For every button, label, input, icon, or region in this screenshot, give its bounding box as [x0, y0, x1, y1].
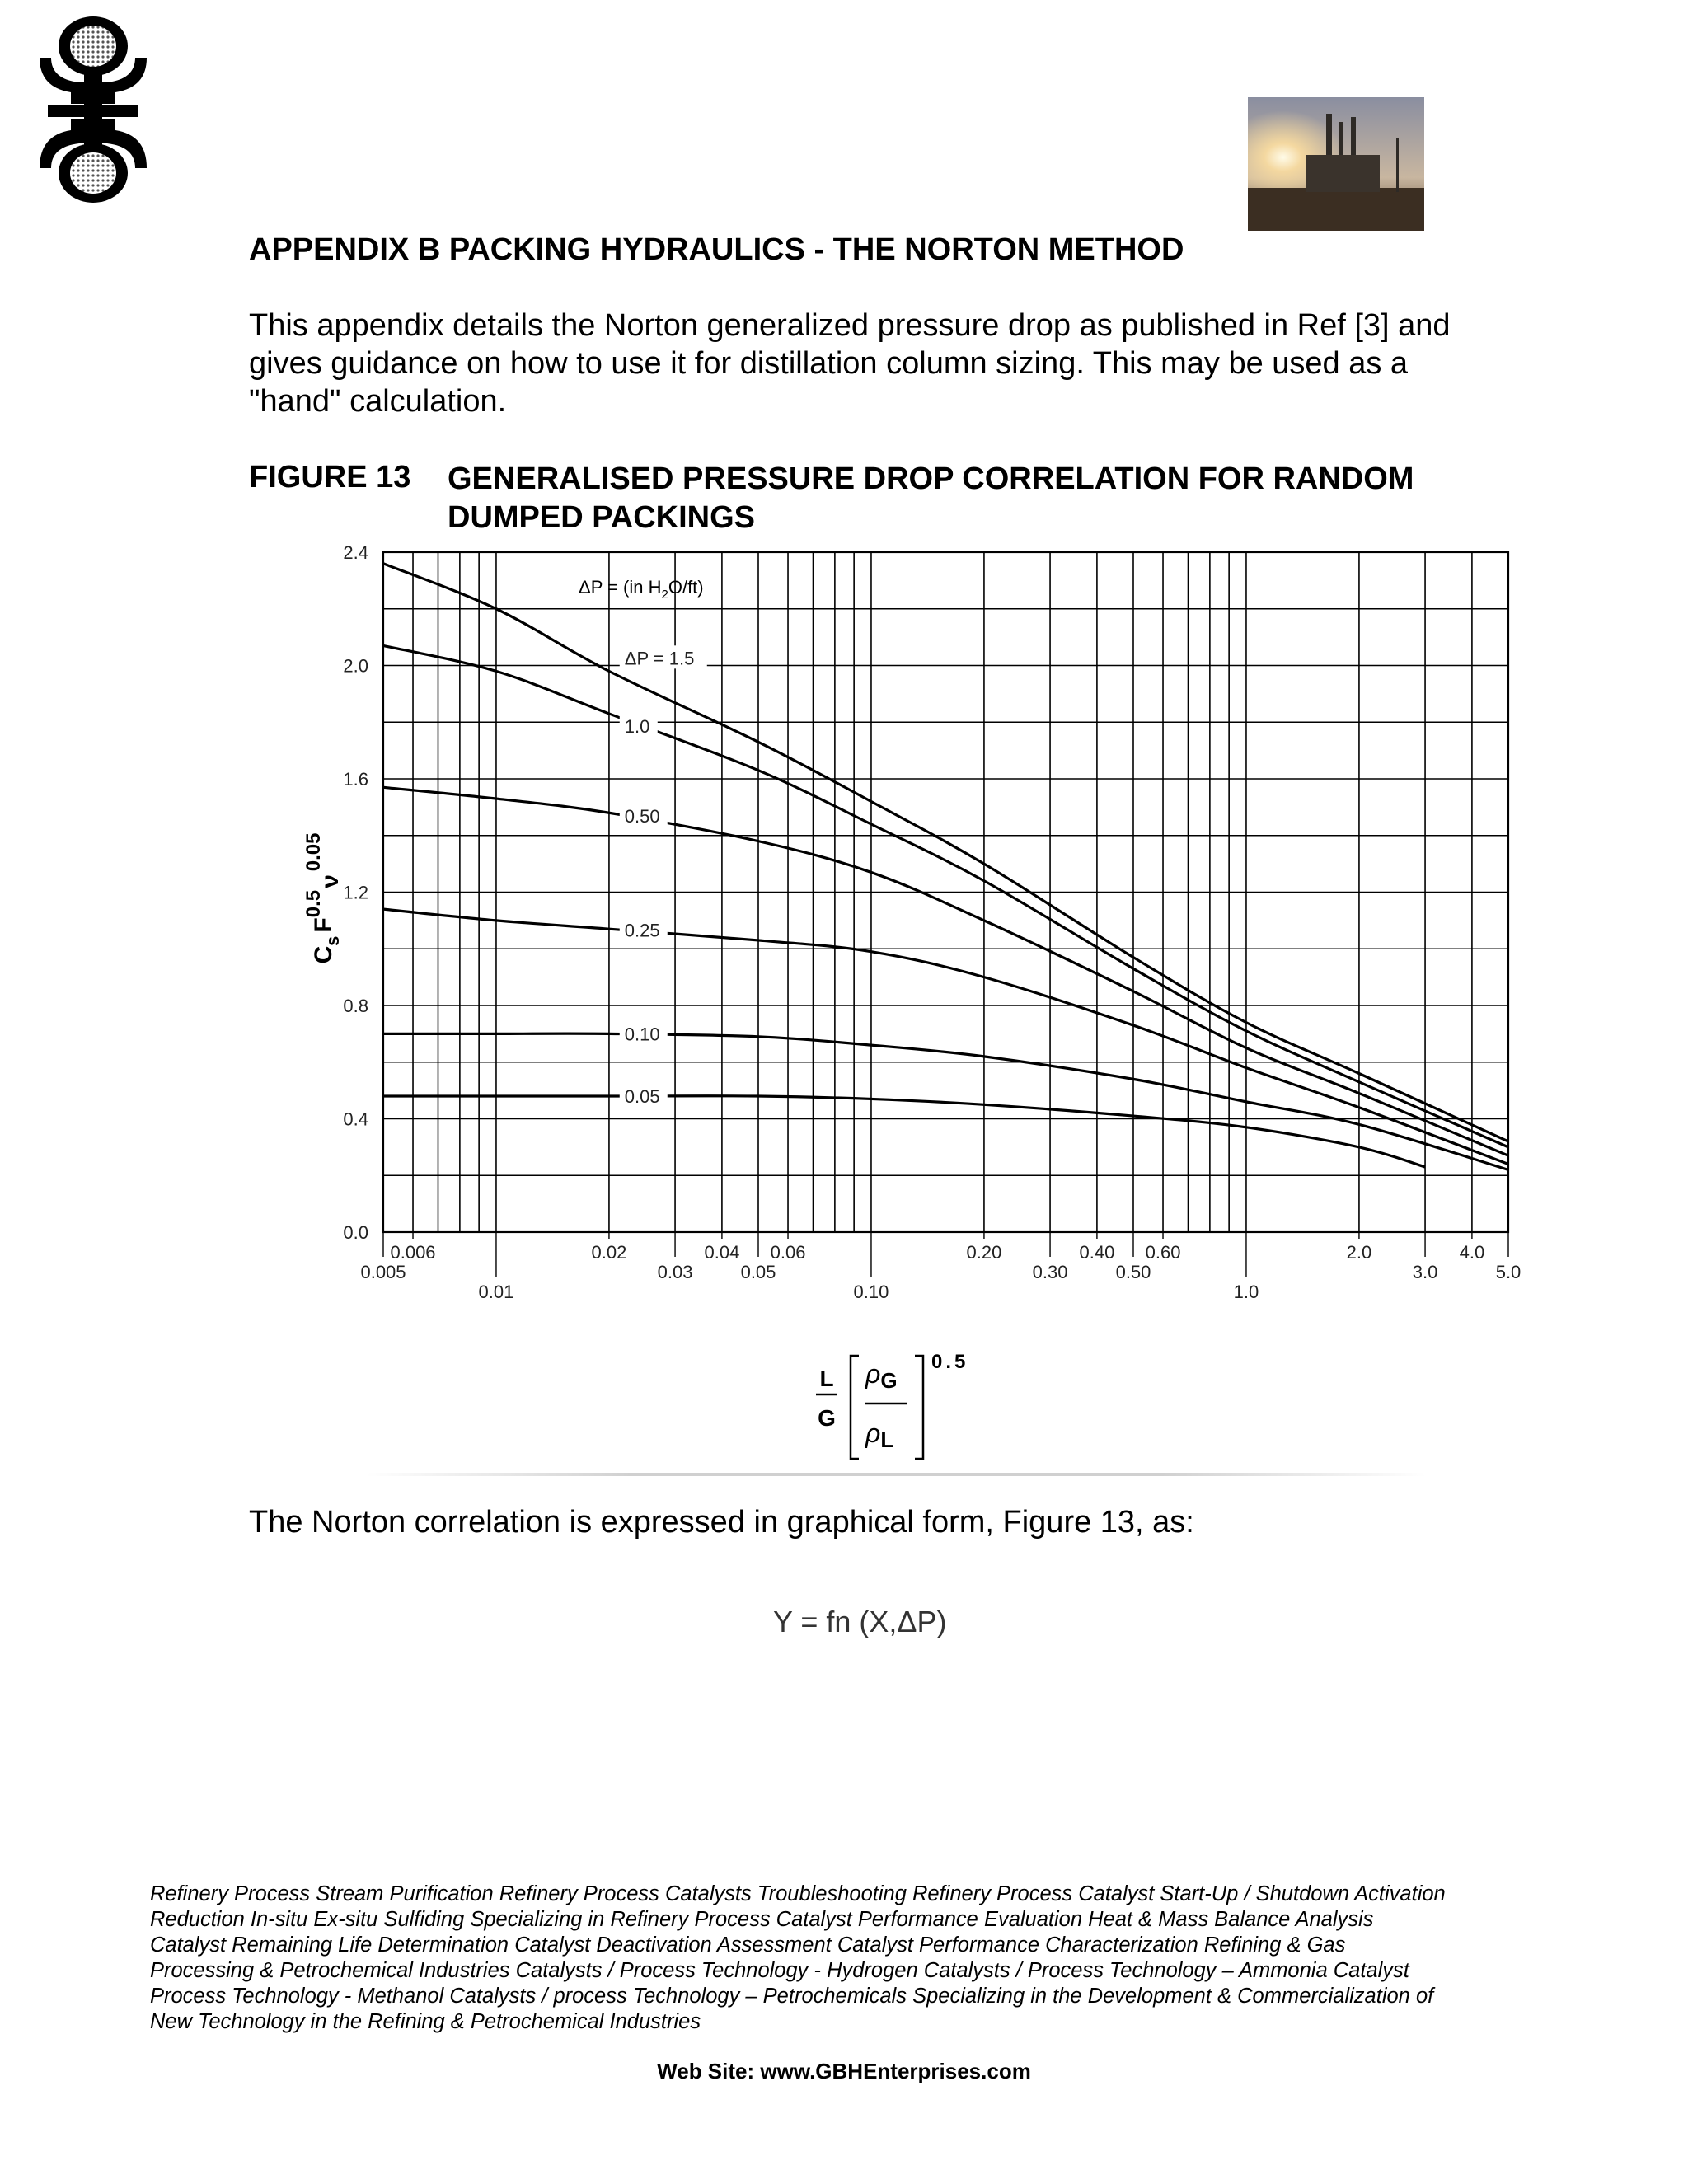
x-tick-label: 0.06	[770, 1242, 806, 1263]
series-label: 0.10	[624, 1024, 660, 1045]
x-tick-label: 0.50	[1115, 1262, 1151, 1282]
x-tick-label: 0.30	[1032, 1262, 1068, 1282]
svg-text:G: G	[818, 1405, 836, 1431]
company-logo-icon	[31, 15, 155, 206]
svg-text:CsF0.5ν0.05: $C_sF^{0.5}\nu^{0.05}$	[302, 832, 344, 964]
pressure-drop-chart	[280, 527, 1533, 1352]
dp-annotation: ΔP = (in $H_2O/ft$)	[579, 577, 704, 602]
x-tick-label: 0.02	[591, 1242, 627, 1263]
series-line	[383, 564, 1508, 1141]
x-tick-label: 3.0	[1412, 1262, 1438, 1282]
x-tick-label: 1.0	[1233, 1282, 1259, 1302]
series-line	[383, 909, 1508, 1164]
svg-text:0.5: 0.5	[931, 1351, 969, 1373]
x-tick-label: 0.20	[966, 1242, 1002, 1263]
chart-series	[383, 564, 1508, 1170]
figure-divider	[367, 1473, 1426, 1476]
footer-website: Web Site: www.GBHEnterprises.com	[657, 2059, 1031, 2083]
y-tick-label: 2.0	[343, 655, 368, 677]
y-axis-label	[302, 832, 344, 963]
correlation-equation: Y = fn (X,ΔP)	[773, 1605, 947, 1638]
x-tick-label: 2.0	[1346, 1242, 1372, 1263]
refinery-photo	[1248, 97, 1424, 231]
x-tick-label: 0.005	[360, 1262, 406, 1282]
series-label: 0.50	[624, 805, 660, 827]
svg-text:L: L	[819, 1366, 834, 1391]
page-heading: APPENDIX B PACKING HYDRAULICS - THE NORTON METHOD	[249, 232, 1184, 267]
x-tick-label: 5.0	[1495, 1262, 1522, 1282]
y-tick-label: 1.6	[343, 769, 368, 790]
svg-text:ρL: ρL	[865, 1418, 894, 1452]
footer-services: Refinery Process Stream Purification Refinery Process Catalysts Troubleshooting Refinery Process Catalyst Start-Up / Shutdown Activation Reduction In-situ Ex-situ Sulfiding Specializing in Refinery Process Catalyst Performance Evaluation Heat & Mass Balance Analysis Catalyst Remaining Life Determination Catalyst Deactivation Assessment Catalyst Performance Characterization Refining & Gas Processing & Petrochemical Industries Catalysts / Process Technology - Hydrogen Catalysts / Process Technology – Ammonia Catalyst Process Technology - Methanol Catalysts / process Technology – Petrochemicals Specializing in the Development & Commercialization of New Technology in the Refining & Petrochemical Industries	[150, 1882, 1446, 2033]
intro-paragraph: This appendix details the Norton generalized pressure drop as published in Ref [3] and gives guidance on how to use it for distillation column sizing. This may be used as a "hand" calculation.	[249, 308, 1451, 419]
figure-number: FIGURE 13	[249, 460, 411, 494]
x-tick-label: 0.03	[657, 1262, 693, 1282]
series-label: 0.05	[624, 1086, 660, 1107]
series-line	[383, 645, 1508, 1146]
svg-text:ρG: ρG	[865, 1359, 898, 1393]
y-tick-label: 0.4	[343, 1108, 368, 1130]
x-axis-formula	[808, 1343, 1006, 1467]
body-paragraph: The Norton correlation is expressed in graphical form, Figure 13, as:	[249, 1505, 1194, 1540]
x-tick-label: 0.05	[740, 1262, 776, 1282]
y-tick-label: 2.4	[343, 542, 368, 563]
x-tick-label: 0.006	[390, 1242, 436, 1263]
chart-series-labels	[620, 645, 707, 1107]
series-label: 0.25	[624, 920, 660, 941]
y-tick-label: 1.2	[343, 882, 368, 903]
x-tick-label: 0.10	[853, 1282, 889, 1302]
x-tick-label: 0.40	[1079, 1242, 1115, 1263]
x-tick-label: 0.04	[704, 1242, 740, 1263]
x-tick-label: 0.01	[478, 1282, 514, 1302]
figure-title: GENERALISED PRESSURE DROP CORRELATION FOR RANDOM DUMPED PACKINGS	[448, 462, 1414, 535]
y-tick-label: 0.8	[343, 996, 368, 1016]
series-label: ΔP = 1.5	[624, 648, 695, 669]
x-tick-label: 4.0	[1459, 1242, 1485, 1263]
series-label: 1.0	[624, 716, 650, 738]
x-tick-label: 0.60	[1145, 1242, 1181, 1263]
chart-grid	[383, 552, 1508, 1232]
y-tick-label: 0.0	[343, 1222, 368, 1243]
